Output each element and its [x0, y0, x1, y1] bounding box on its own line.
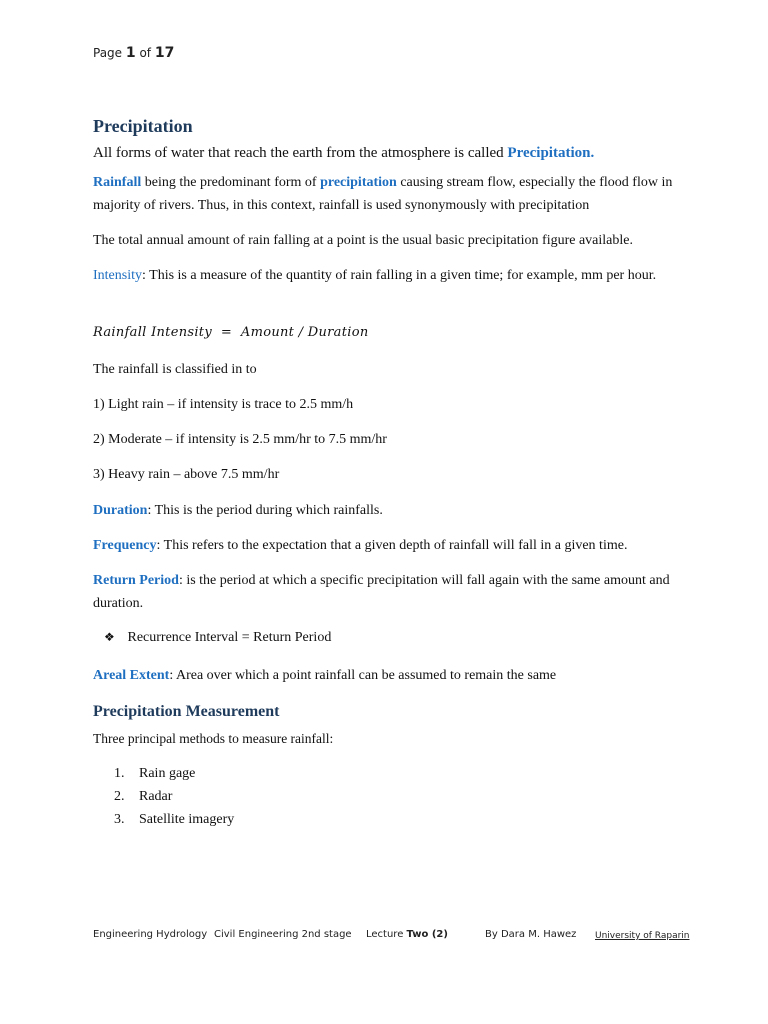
frequency-text: : This refers to the expectation that a given depth of rainfall will fall in a given time. — [156, 538, 628, 553]
page-total: 17 — [154, 45, 175, 61]
lecture-label: Lecture — [366, 929, 404, 940]
list-item — [114, 785, 234, 808]
duration-text: : This is the period during which rainfalls. — [147, 503, 383, 518]
classified-text: The rainfall is classified in to — [93, 362, 257, 377]
list-label: Satellite imagery — [139, 812, 235, 827]
list-number: 3. — [114, 812, 125, 827]
areal-term: Areal Extent — [93, 668, 170, 683]
intro-paragraph — [93, 145, 594, 162]
footer-university: University of Raparin — [595, 931, 690, 941]
intensity-term: Intensity — [93, 268, 142, 283]
return-period-text: : is the period at which a specific precipitation will fall again with the same amount and duration. — [93, 573, 670, 611]
return-period-term: Return Period — [93, 573, 179, 588]
rainfall-text-1: being the predominant form of — [144, 175, 317, 190]
rainfall-term: Rainfall — [93, 175, 142, 190]
intro-term: Precipitation. — [507, 145, 595, 161]
list-number: 2. — [114, 789, 125, 804]
footer-lecture — [366, 929, 448, 940]
class-light: 1) Light rain – if intensity is trace to 2.5 mm/h — [93, 397, 354, 412]
return-period-paragraph — [93, 569, 683, 615]
footer-stage: Civil Engineering 2nd stage — [214, 929, 352, 940]
class-moderate: 2) Moderate – if intensity is 2.5 mm/hr to 7.5 mm/hr — [93, 432, 387, 447]
bullet-item — [104, 630, 331, 646]
footer-course: Engineering Hydrology — [93, 929, 208, 940]
measurement-intro: Three principal methods to measure rainfall: — [93, 731, 334, 746]
list-item — [114, 808, 234, 831]
lecture-number: Two (2) — [406, 929, 448, 940]
rainfall-text-2: causing stream flow, especially the flood flow in majority of rivers. Thus, in this context, rainfall is used synonymously with precipitation — [93, 175, 673, 213]
intensity-paragraph — [93, 264, 683, 287]
frequency-paragraph — [93, 534, 683, 557]
areal-text: : Area over which a point rainfall can be assumed to remain the same — [169, 668, 557, 683]
page-label: Page — [93, 46, 123, 60]
rainfall-paragraph — [93, 171, 683, 217]
areal-paragraph — [93, 664, 683, 687]
bullet-text: Recurrence Interval = Return Period — [127, 630, 332, 645]
duration-term: Duration — [93, 503, 148, 518]
frequency-term: Frequency — [93, 538, 157, 553]
precipitation-term: precipitation — [320, 175, 397, 190]
list-number: 1. — [114, 766, 125, 781]
formula: Rainfall Intensity = Amount / Duration — [93, 325, 369, 340]
annual-paragraph: The total annual amount of rain falling at a point is the usual basic precipitation figure available. — [93, 233, 633, 248]
page-title: Precipitation — [93, 116, 193, 136]
page-current: 1 — [125, 45, 136, 61]
page-number — [93, 45, 174, 61]
list-item — [114, 762, 234, 785]
intro-text: All forms of water that reach the earth from the atmosphere is called — [93, 145, 504, 161]
intensity-text: : This is a measure of the quantity of rain falling in a given time; for example, mm per hour. — [142, 268, 657, 283]
methods-list — [114, 762, 234, 831]
duration-paragraph — [93, 499, 683, 522]
section-heading: Precipitation Measurement — [93, 703, 280, 720]
class-heavy: 3) Heavy rain – above 7.5 mm/hr — [93, 467, 280, 482]
diamond-bullet-icon: ❖ — [104, 630, 115, 644]
page-of: of — [139, 46, 152, 60]
footer-author: By Dara M. Hawez — [485, 929, 577, 940]
list-label: Rain gage — [139, 766, 196, 781]
list-label: Radar — [139, 789, 173, 804]
